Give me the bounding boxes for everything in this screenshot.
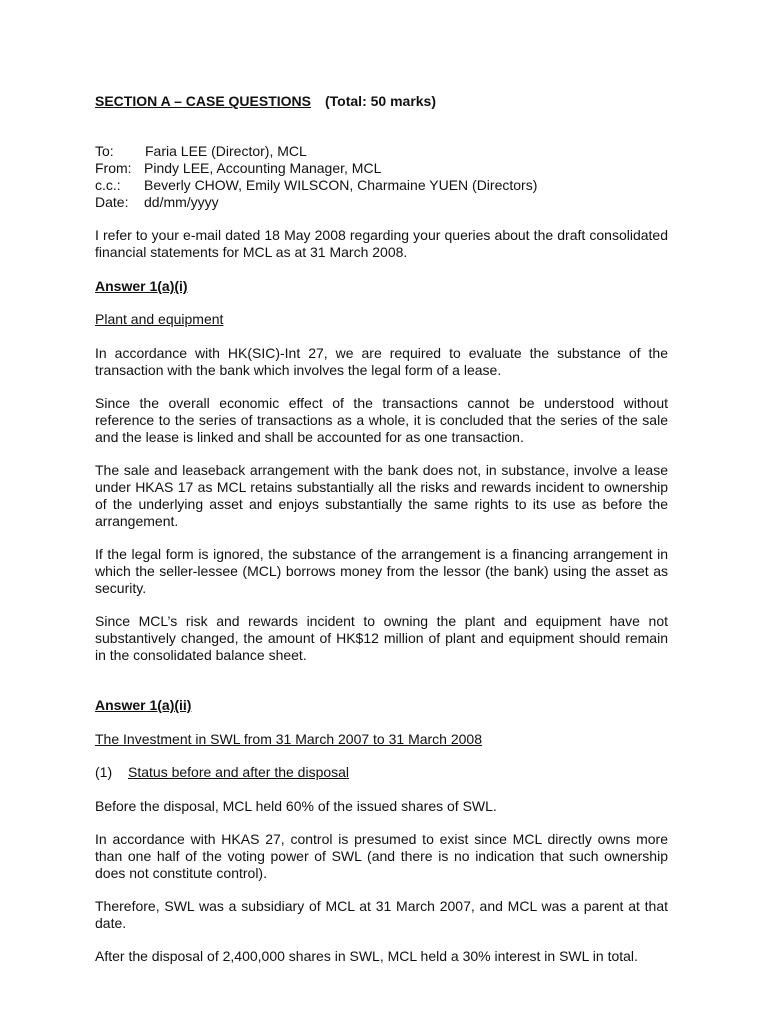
memo-from-key: From: <box>95 160 132 176</box>
status-item-title: Status before and after the disposal <box>128 764 350 780</box>
memo-date-value: dd/mm/yyyy <box>144 194 219 210</box>
answer-1aii-paragraph-4: After the disposal of 2,400,000 shares in SWL, MCL held a 30% interest in SWL in total. <box>95 948 638 964</box>
answer-1ai-paragraph-4: If the legal form is ignored, the substance of the arrangement is a financing arrangement in which the seller-lessee (MCL) borrows money from the lessor (the bank) using the asset as security. <box>95 546 668 596</box>
memo-from-row <box>95 160 381 177</box>
answer-1aii-paragraph-3: Therefore, SWL was a subsidiary of MCL at 31 March 2007, and MCL was a parent at that date. <box>95 898 668 931</box>
answer-1ai-paragraph-5: Since MCL’s risk and rewards incident to owning the plant and equipment have not substantively changed, the amount of HK$12 million of plant and equipment should remain in the consolidated balance sheet. <box>95 613 668 663</box>
section-title: SECTION A – CASE QUESTIONS <box>95 93 311 109</box>
section-title-line <box>95 93 668 110</box>
memo-cc-value: Beverly CHOW, Emily WILSCON, Charmaine YUEN (Directors) <box>144 177 538 193</box>
memo-to-key: To: <box>95 143 114 159</box>
answer-1ai-paragraph-1: In accordance with HK(SIC)-Int 27, we are required to evaluate the substance of the transaction with the bank which involves the legal form of a lease. <box>95 345 668 378</box>
answer-1aii-paragraph-1: Before the disposal, MCL held 60% of the issued shares of SWL. <box>95 798 497 814</box>
memo-to-value: Faria LEE (Director), MCL <box>145 143 307 159</box>
plant-equipment-subheading: Plant and equipment <box>95 311 224 327</box>
memo-to-row <box>95 143 307 160</box>
answer-1aii-paragraph-2: In accordance with HKAS 27, control is presumed to exist since MCL directly owns more than one half of the voting power of SWL (and there is no indication that such ownership does not constitute control). <box>95 831 668 881</box>
status-item-line <box>95 764 668 781</box>
status-item-number: (1) <box>95 764 113 780</box>
intro-paragraph: I refer to your e-mail dated 18 May 2008 regarding your queries about the draft consolidated financial statements for MCL as at 31 March 2008. <box>95 227 668 260</box>
answer-1ai-paragraph-3: The sale and leaseback arrangement with the bank does not, in substance, involve a lease under HKAS 17 as MCL retains substantially all the risks and rewards incident to ownership of the underlying asset and enjoys substantially the same rights to its use as before the arrangement. <box>95 462 668 529</box>
memo-cc-row <box>95 177 537 194</box>
answer-1aii-heading: Answer 1(a)(ii) <box>95 697 192 713</box>
section-total: (Total: 50 marks) <box>325 93 436 109</box>
memo-from-value: Pindy LEE, Accounting Manager, MCL <box>144 160 382 176</box>
answer-1ai-heading: Answer 1(a)(i) <box>95 278 188 294</box>
answer-1ai-paragraph-2: Since the overall economic effect of the transactions cannot be understood without reference to the series of transactions as a whole, it is concluded that the series of the sale and the lease is linked and shall be accounted for as one transaction. <box>95 395 668 445</box>
memo-cc-key: c.c.: <box>95 177 121 193</box>
investment-swl-subheading: The Investment in SWL from 31 March 2007 to 31 March 2008 <box>95 731 483 747</box>
memo-date-key: Date: <box>95 194 129 210</box>
memo-date-row <box>95 194 219 211</box>
